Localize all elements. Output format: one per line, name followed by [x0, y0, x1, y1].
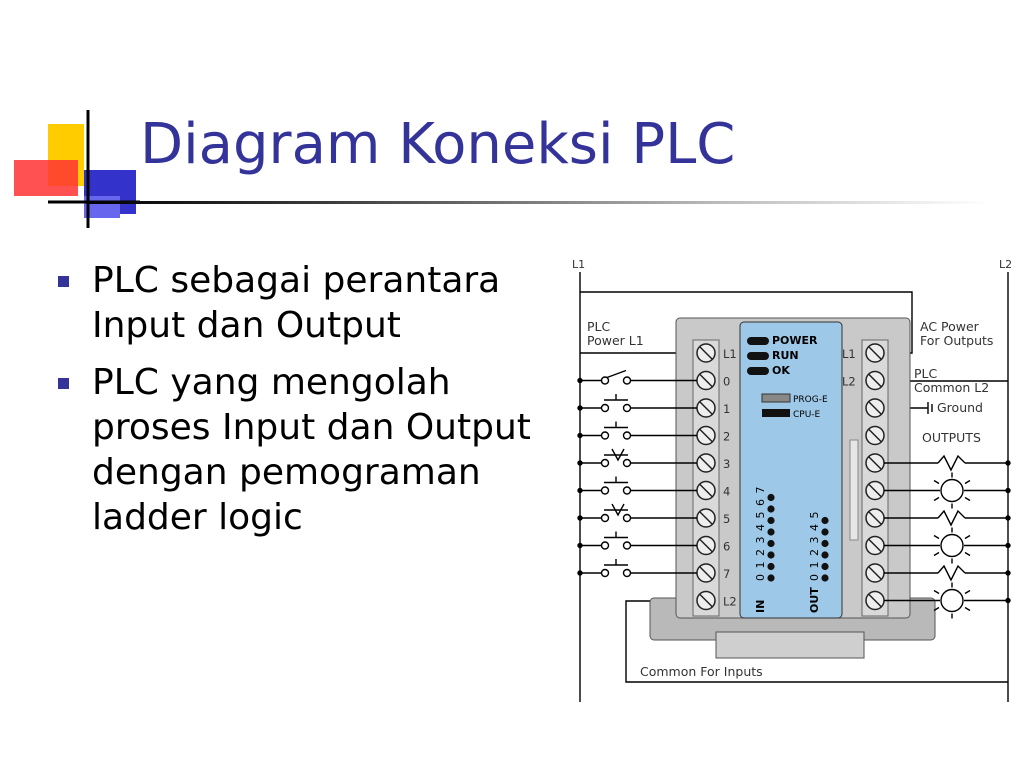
ground-icon [928, 402, 932, 414]
left-terminal-label: 7 [723, 567, 731, 581]
slide-logo [0, 0, 140, 230]
common-inputs-label: Common For Inputs [640, 664, 763, 679]
output-led [821, 517, 828, 524]
ac-power-label [920, 319, 993, 348]
ok-label: OK [772, 364, 790, 377]
input-led [767, 551, 774, 558]
plc-connection-diagram [565, 250, 1024, 705]
input-led [767, 563, 774, 570]
power-label: POWER [772, 334, 818, 347]
cpu-e-label: CPU-E [793, 410, 821, 420]
prog-e-label: PROG-E [793, 395, 828, 405]
plc-power-label [587, 319, 644, 348]
power-light [747, 337, 769, 345]
left-terminal-label: L2 [723, 594, 737, 609]
in-label: IN [754, 599, 767, 613]
input-led [767, 574, 774, 581]
bullet-text: PLC sebagai perantara Input dan Output [92, 260, 501, 346]
plc-power-label-line: Power L1 [587, 333, 644, 348]
run-light [747, 352, 769, 360]
square-bullet-icon [58, 378, 69, 389]
input-numbers: 0 1 2 3 4 5 6 7 [754, 485, 767, 581]
output-led [821, 574, 828, 581]
left-terminal-label: 5 [723, 512, 731, 526]
bullet-text: PLC yang mengolah proses Input dan Output dengan pemograman ladder logic [92, 362, 531, 538]
input-led [767, 494, 774, 501]
output-numbers: 0 1 2 3 4 5 [808, 510, 821, 581]
bullet-item [50, 360, 550, 540]
left-terminal-label: 3 [723, 457, 731, 471]
plc-side-slot [850, 440, 858, 540]
right-terminal-label: L1 [842, 347, 856, 361]
output-led [821, 528, 828, 535]
left-terminal-label: 4 [723, 484, 731, 499]
output-led [821, 563, 828, 570]
left-terminal-label: 6 [723, 539, 731, 554]
bullet-list [50, 258, 550, 552]
square-bullet-icon [58, 276, 69, 287]
ok-light [747, 367, 769, 375]
ground-label: Ground [937, 400, 983, 415]
cpu-e-led [762, 409, 790, 417]
title-underline [88, 201, 988, 204]
plc-common-label-line: PLC [914, 366, 938, 381]
output-led [821, 540, 828, 547]
left-terminal-label: 0 [723, 374, 731, 389]
out-label: OUT [808, 587, 821, 613]
prog-e-led [762, 394, 790, 402]
input-led [767, 505, 774, 512]
status-lights [747, 337, 769, 375]
left-terminal-label: 1 [723, 402, 731, 416]
left-terminal-label: 2 [723, 429, 731, 444]
plc-common-label-line: Common L2 [914, 380, 990, 395]
plc-power-label-line: PLC [587, 319, 611, 334]
input-led [767, 528, 774, 535]
outputs-label: OUTPUTS [922, 430, 981, 445]
slide-title: Diagram Koneksi PLC [140, 112, 736, 177]
ac-power-label-line: AC Power [920, 319, 979, 334]
input-led [767, 540, 774, 547]
output-led [821, 551, 828, 558]
plc-common-label [914, 366, 989, 395]
l2-rail-label: L2 [999, 258, 1013, 271]
input-led [767, 517, 774, 524]
plc-bottom-connector [716, 632, 864, 658]
bullet-item [50, 258, 550, 348]
ac-power-label-line: For Outputs [920, 333, 994, 348]
right-terminal-label: L2 [842, 374, 856, 389]
l1-rail-label: L1 [572, 258, 586, 271]
run-label: RUN [772, 349, 799, 362]
left-terminal-label: L1 [723, 347, 737, 361]
